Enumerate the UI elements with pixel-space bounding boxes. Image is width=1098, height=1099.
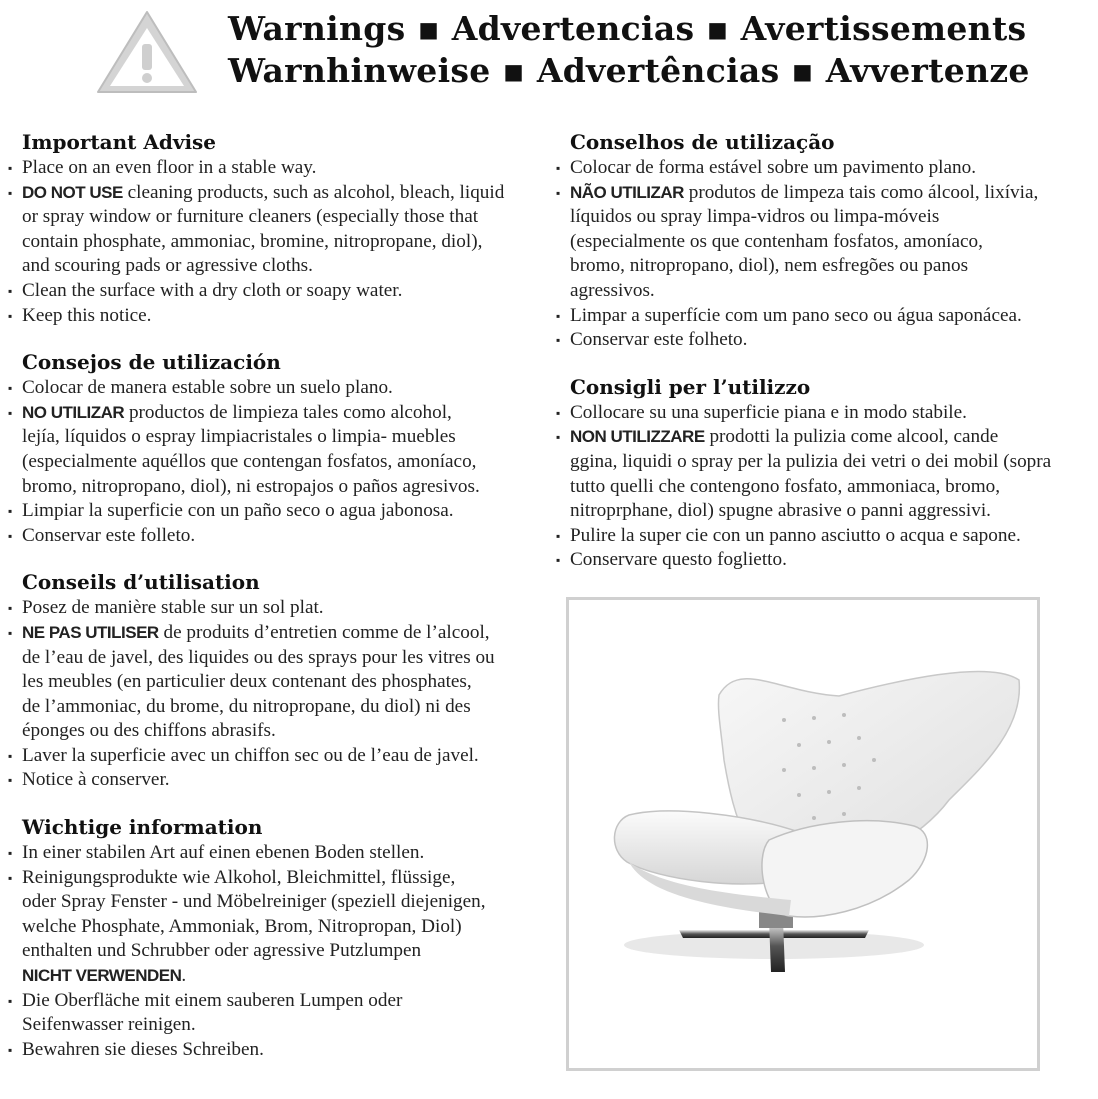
- list-item: [8, 866, 528, 989]
- bullet-icon: ▪: [8, 185, 13, 200]
- item-text-body: Bewahren sie dieses Schreiben.: [22, 1038, 264, 1060]
- bullet-icon: ▪: [8, 504, 13, 519]
- item-text: [22, 596, 324, 621]
- item-text: [22, 1038, 264, 1063]
- item-text: [570, 401, 967, 426]
- bullet-icon: ▪: [8, 283, 13, 298]
- list-item: [8, 989, 528, 1038]
- item-text: [570, 304, 1022, 329]
- item-text-body: Laver la superficie avec un chiffon sec ou de l’eau de javel.: [22, 744, 479, 766]
- section-heading: Consejos de utilización: [22, 350, 281, 375]
- bullet-icon: ▪: [8, 528, 13, 543]
- right-column: [556, 128, 1086, 593]
- product-image-frame: [566, 597, 1040, 1071]
- item-text-body: Conservar este folleto.: [22, 524, 196, 546]
- item-text: [22, 499, 454, 524]
- item-text: [22, 156, 316, 181]
- item-text-body: Pulire la super cie con un panno asciutto o acqua e sapone.: [570, 524, 1021, 546]
- item-text: [22, 304, 151, 329]
- list-item: [8, 279, 528, 304]
- bullet-icon: ▪: [8, 773, 13, 788]
- item-text: [22, 524, 195, 549]
- bullet-icon: ▪: [8, 846, 13, 861]
- list-item: [8, 1038, 528, 1063]
- item-text-body: Conservar este folheto.: [570, 329, 748, 351]
- list-item: [8, 304, 528, 329]
- item-text-body: produtos de limpeza tais como álcool, lixívia, líquidos ou spray limpa-vidros ou limpa-móveis (especialmente os que contenham fosfatos, amoníaco, bromo, nitropropano, diol), nem esfregões ou panos agressivos.: [570, 181, 1039, 301]
- bullet-icon: ▪: [8, 308, 13, 323]
- bullet-icon: ▪: [8, 748, 13, 763]
- item-text-body: Limpar a superfície com um pano seco ou água saponácea.: [570, 304, 1022, 326]
- item-text: [22, 768, 170, 793]
- list-item: [556, 304, 1086, 329]
- list-item: [556, 328, 1086, 353]
- left-column: [8, 128, 528, 1082]
- header: [0, 0, 1098, 110]
- item-text: [22, 744, 479, 769]
- warning-emphasis: NON UTILIZZARE: [570, 427, 705, 447]
- list-item: [8, 376, 528, 401]
- item-text-body: Limpiar la superficie con un paño seco o agua jabonosa.: [22, 500, 454, 522]
- item-text: [570, 548, 787, 573]
- list-item: [8, 401, 528, 499]
- bullet-icon: ▪: [8, 870, 13, 885]
- item-text-body: prodotti la pulizia come alcool, cande ggina, liquidi o spray per la pulizia dei vetri o dei mobil (sopra tutto quelli che contengono fosfato, ammoniaca, bromo, nitroprphane, diol) spugne abrasive o panni aggressivi.: [570, 426, 1052, 522]
- section-conseils-d-utilisation: [8, 568, 528, 793]
- section-heading: Wichtige information: [22, 815, 263, 840]
- item-text: [570, 524, 1021, 549]
- item-text-lead: Reinigungsprodukte wie Alkohol, Bleichmittel, flüssige, oder Spray Fenster - und Möbelreiniger (speziell diejenigen, welche Phosphate, Ammoniak, Brom, Nitropropan, Diol) enthalten und Schrubber oder agressive Putzlumpen: [22, 866, 486, 962]
- warning-triangle-icon: [92, 6, 202, 96]
- item-text-body: productos de limpieza tales como alcohol, lejía, líquidos o espray limpiacristales o limpia- muebles (especialmente aquéllos que contengan fosfatos, amoníaco, bromo, nitropropano, diol), ni estropajos o paños agresivos.: [22, 401, 480, 497]
- list-item: [556, 524, 1086, 549]
- list-item: [556, 425, 1086, 523]
- list-item: [8, 499, 528, 524]
- item-text-body: Clean the surface with a dry cloth or soapy water.: [22, 279, 403, 301]
- section-consigli-per-l-utilizzo: [556, 373, 1086, 573]
- item-text: [22, 841, 424, 866]
- bullet-icon: ▪: [556, 185, 561, 200]
- item-text-body: Die Oberfläche mit einem sauberen Lumpen oder Seifenwasser reinigen.: [22, 989, 403, 1036]
- bullet-icon: ▪: [8, 405, 13, 420]
- list-item: [8, 768, 528, 793]
- bullet-icon: ▪: [8, 625, 13, 640]
- bullet-icon: ▪: [556, 161, 561, 175]
- bullet-icon: ▪: [556, 553, 561, 568]
- item-text-body: Keep this notice.: [22, 304, 152, 326]
- bullet-icon: ▪: [556, 528, 561, 543]
- list-item: [556, 156, 1086, 181]
- warning-emphasis: NICHT VERWENDEN: [22, 966, 182, 986]
- section-wichtige-information: [8, 813, 528, 1062]
- item-text: [22, 621, 495, 744]
- armchair-image: [569, 600, 1037, 1068]
- item-text-body: Collocare su una superficie piana e in modo stabile.: [570, 401, 967, 423]
- warning-emphasis: NO UTILIZAR: [22, 402, 125, 422]
- item-text-body: de produits d’entretien comme de l’alcool, de l’eau de javel, des liquides ou des sprays pour les vitres ou les meubles (en particulier deux contenant des phosphates, de l’ammoniac, du brome, du nitropropane, du diol) ni des éponges ou des chiffons abrasifs.: [22, 621, 495, 742]
- item-text: [22, 181, 504, 279]
- warning-emphasis: DO NOT USE: [22, 182, 123, 202]
- item-text-body: .: [181, 965, 187, 987]
- bullet-icon: ▪: [556, 430, 561, 445]
- item-text: [570, 181, 1038, 304]
- bullet-icon: ▪: [556, 308, 561, 323]
- item-text-body: Colocar de forma estável sobre um pavimento plano.: [570, 157, 977, 178]
- item-text: [22, 401, 480, 499]
- item-text: [22, 989, 402, 1038]
- section-heading: Consigli per l’utilizzo: [570, 374, 811, 399]
- section-consejos-de-utilizacion: [8, 348, 528, 548]
- list-item: [8, 744, 528, 769]
- list-item: [556, 401, 1086, 426]
- item-text-body: cleaning products, such as alcohol, bleach, liquid or spray window or furniture cleaners (especially those that contain phosphate, ammoniac, bromine, nitropropane, diol), and scouring pads or agressive cloths.: [22, 181, 505, 277]
- warning-emphasis: NÃO UTILIZAR: [570, 182, 684, 202]
- bullet-icon: ▪: [8, 381, 13, 396]
- page-title: [228, 8, 1030, 92]
- item-text: [570, 156, 976, 181]
- list-item: [556, 548, 1086, 573]
- bullet-icon: ▪: [556, 333, 561, 348]
- item-text-body: In einer stabilen Art auf einen ebenen Boden stellen.: [22, 842, 425, 864]
- item-text-body: Colocar de manera estable sobre un suelo plano.: [22, 377, 393, 399]
- item-text-body: Posez de manière stable sur un sol plat.: [22, 597, 324, 619]
- item-text: [22, 376, 393, 401]
- title-line-2: Warnhinweise ▪ Advertências ▪ Avvertenze: [228, 51, 1030, 90]
- list-item: [8, 181, 528, 279]
- title-line-1: Warnings ▪ Advertencias ▪ Avertissements: [228, 9, 1027, 48]
- bullet-icon: ▪: [8, 601, 13, 616]
- section-conselhos-de-utilizacao: [556, 128, 1086, 353]
- section-heading: Important Advise: [22, 130, 217, 154]
- item-text-body: Conservare questo foglietto.: [570, 549, 787, 571]
- list-item: [8, 841, 528, 866]
- section-heading: Conseils d’utilisation: [22, 570, 260, 595]
- item-text: [570, 425, 1051, 523]
- list-item: [8, 524, 528, 549]
- item-text: [22, 279, 402, 304]
- bullet-icon: ▪: [8, 1042, 13, 1057]
- item-text: [570, 328, 747, 353]
- section-heading: Conselhos de utilização: [570, 130, 835, 154]
- bullet-icon: ▪: [8, 161, 13, 175]
- list-item: [8, 596, 528, 621]
- item-text: [22, 866, 486, 989]
- bullet-icon: ▪: [556, 405, 561, 420]
- bullet-icon: ▪: [8, 993, 13, 1008]
- warning-emphasis: NE PAS UTILISER: [22, 622, 159, 642]
- item-text-body: Notice à conserver.: [22, 769, 170, 791]
- list-item: [8, 621, 528, 744]
- list-item: [556, 181, 1086, 304]
- list-item: [8, 156, 528, 181]
- section-important-advise: [8, 128, 528, 328]
- item-text-body: Place on an even floor in a stable way.: [22, 157, 317, 178]
